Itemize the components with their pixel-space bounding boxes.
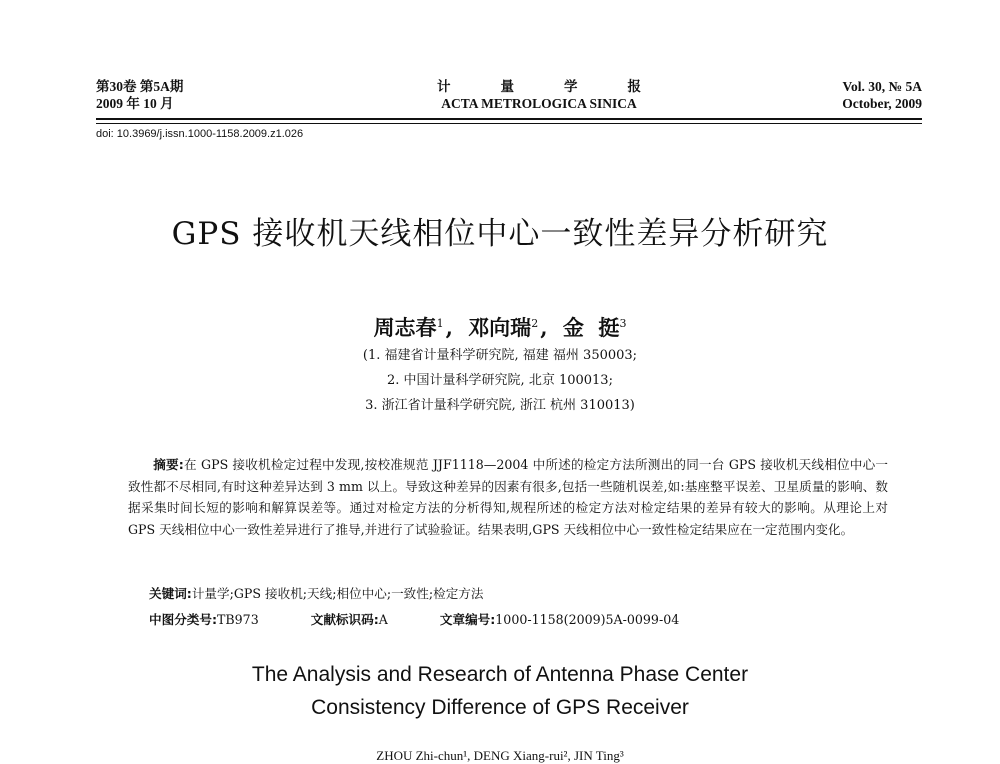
journal-name-cn: 计量学报: [437, 79, 691, 94]
keywords: [149, 583, 484, 602]
article-number-value: 1000-1158(2009)5A-0099-04: [495, 612, 680, 627]
abstract: [128, 454, 888, 540]
volume-issue: 第30卷 第5A期: [96, 79, 184, 94]
clc-label: 中图分类号:: [149, 612, 218, 627]
author-affil-mark: 3: [619, 317, 627, 330]
header-rule-thin: [96, 123, 922, 124]
paper-title-en-line2: Consistency Difference of GPS Receiver: [311, 696, 689, 719]
keywords-text: 计量学;GPS 接收机;天线;相位中心;一致性;检定方法: [191, 586, 484, 601]
doc-code-label: 文献标识码:: [310, 612, 379, 627]
classification-line: [149, 609, 679, 628]
abstract-label: 摘要:: [153, 457, 184, 472]
author-affil-mark: 1: [436, 317, 444, 330]
volume-info-en: [842, 78, 922, 112]
issue-date: 2009 年 10 月: [96, 96, 174, 111]
keywords-label: 关键词:: [149, 586, 192, 601]
author-name: 周志春: [373, 315, 437, 340]
article-number-label: 文章编号:: [439, 612, 496, 627]
doc-code-value: A: [378, 612, 388, 627]
author-affil-mark: 2: [531, 317, 539, 330]
author-name: 邓向瑞: [468, 315, 532, 340]
doi[interactable]: doi: 10.3969/j.issn.1000-1158.2009.z1.026: [96, 128, 304, 140]
abstract-text: 在 GPS 接收机检定过程中发现,按校准规范 JJF1118—2004 中所述的检定方法所测出的同一台 GPS 接收机天线相位中心一致性都不尽相同,有时这种差异达到 3 mm 以上。导致这种差异的因素有很多,包括一些随机误差,如:基座整平误差、卫星质量的影响、数据采集时间长短的影响和解算误差等。通过对检定方法的分析得知,规程所述的检定方法对检定结果的差异有较大的影响。从理论上对 GPS 天线相位中心一致性差异进行了推导,并进行了试验验证。结果表明,GPS 天线相位中心一致性检定结果应在一定范围内变化。: [128, 457, 888, 537]
header-rule-thick: [96, 118, 922, 120]
journal-name-en: ACTA METROLOGICA SINICA: [441, 96, 637, 111]
issue-date-en: October, 2009: [842, 96, 922, 111]
volume-number-en: Vol. 30, № 5A: [842, 79, 922, 94]
author-name: 金 挺: [562, 315, 620, 340]
affiliation: 2. 中国计量科学研究院, 北京 100013;: [387, 373, 613, 388]
author-list-en: ZHOU Zhi-chun¹, DENG Xiang-rui², JIN Ting³: [376, 748, 624, 763]
affiliation: 3. 浙江省计量科学研究院, 浙江 杭州 310013): [365, 398, 635, 413]
issue-info: [96, 78, 183, 112]
paper-title-en-line1: The Analysis and Research of Antenna Phase Center: [251, 663, 749, 686]
author-list: 周志春$^1$, 邓向瑞$^2$, 金 挺$^3$: [373, 315, 627, 340]
journal-name: [437, 78, 691, 112]
clc-value: TB973: [217, 612, 259, 627]
paper-title-cn: GPS 接收机天线相位中心一致性差异分析研究: [171, 216, 829, 252]
affiliation: (1. 福建省计量科学研究院, 福建 福州 350003;: [362, 348, 638, 363]
